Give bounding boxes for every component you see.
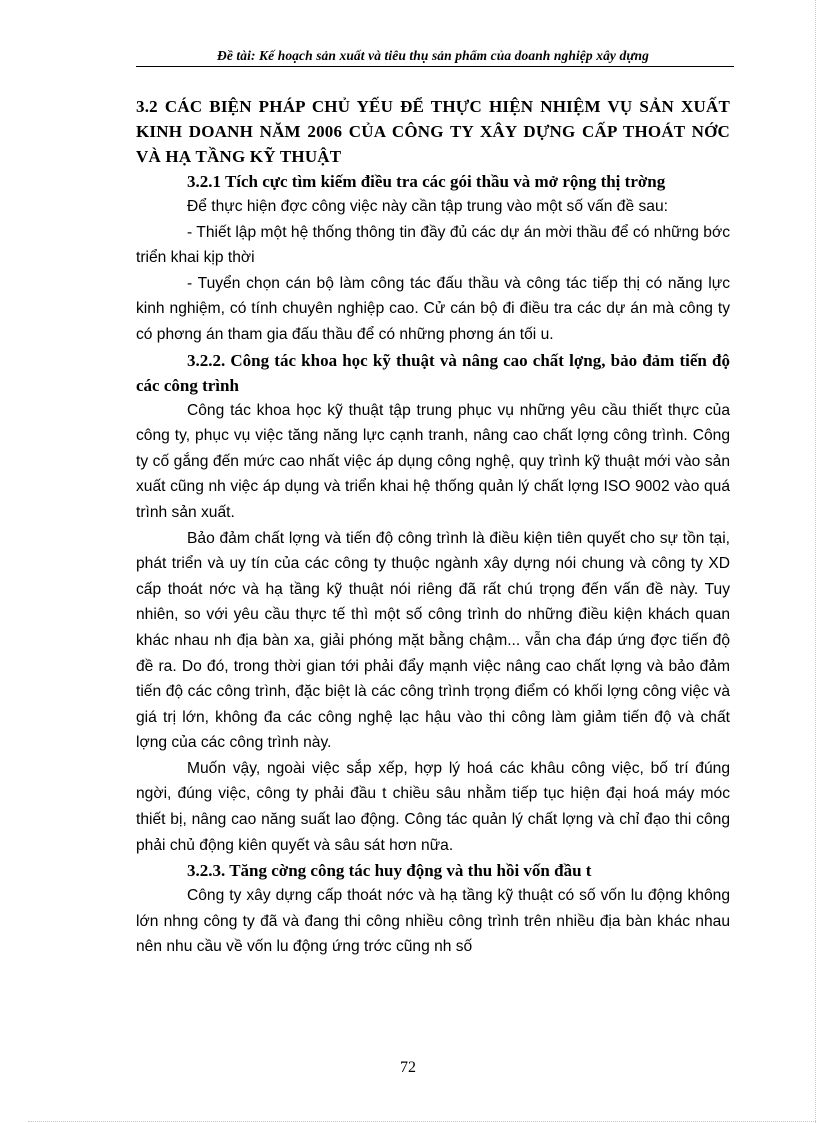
subsection-heading-3-2-1: 3.2.1 Tích cực tìm kiếm điều tra các gói thầu và mở rộng thị trờng <box>187 172 666 191</box>
paragraph: - Tuyển chọn cán bộ làm công tác đấu thầu và công tác tiếp thị có năng lực kinh nghiệm, có tính chuyên nghiệp cao. Cử cán bộ đi điều tra các dự án mà công ty có phơng án tham gia đấu thầu để có những phơng án tối u. <box>136 274 730 343</box>
paragraph: - Thiết lập một hệ thống thông tin đầy đủ các dự án mời thầu để có những bớc triển khai kịp thời <box>136 223 730 267</box>
paragraph: Bảo đảm chất lợng và tiến độ công trình là điều kiện tiên quyết cho sự tồn tại, phát triển và uy tín của các công ty thuộc ngành xây dựng nói chung và công ty XD cấp thoát nớc và hạ tầng kỹ thuật nói riêng đã rất chú trọng đến vấn đề này. Tuy nhiên, so với yêu cầu thực tế thì một số công trình do những điều kiện khách quan khác nhau nh địa bàn xa, giải phóng mặt bằng chậm... vẫn cha đáp ứng đợc tiến độ đề ra. Do đó, trong thời gian tới phải đẩy mạnh việc nâng cao chất lợng và bảo đảm tiến độ các công trình, đặc biệt là các công trình trọng điểm có khối lợng công việc và giá trị lớn, không đa các công nghệ lạc hậu vào thi công làm giảm tiến độ và chất lợng của các công trình này. <box>136 529 730 752</box>
subsection-heading-3-2-3: 3.2.3. Tăng cờng công tác huy động và thu hồi vốn đầu t <box>187 861 592 881</box>
section-title: 3.2 CÁC BIỆN PHÁP CHỦ YẾU ĐỂ THỰC HIỆN NHIỆM VỤ SẢN XUẤT KINH DOANH NĂM 2006 CỦA CÔNG TY XÂY DỰNG CẤP THOÁT NỚC VÀ HẠ TẦNG KỸ THUẬT <box>136 97 730 166</box>
running-header: Đề tài: Kế hoạch sản xuất và tiêu thụ sản phẩm của doanh nghiệp xây dựng <box>217 48 649 63</box>
page-edge-rule <box>28 1121 816 1122</box>
subsection-heading-3-2-2: 3.2.2. Công tác khoa học kỹ thuật và nâng cao chất lợng, bảo đảm tiến độ các công trình <box>136 350 730 395</box>
header-rule <box>136 66 734 67</box>
paragraph: Công tác khoa học kỹ thuật tập trung phục vụ những yêu cầu thiết thực của công ty, phục vụ việc tăng năng lực cạnh tranh, nâng cao chất lợng công trình. Công ty cố gắng đến mức cao nhất việc áp dụng công nghệ, quy trình kỹ thuật mới vào sản xuất cũng nh việc áp dụng và triển khai hệ thống quản lý chất lợng ISO 9002 vào quá trình sản xuất. <box>136 401 730 521</box>
paragraph: Để thực hiện đợc công việc này cần tập trung vào một số vấn đề sau: <box>187 198 668 215</box>
page-number: 72 <box>400 1059 416 1076</box>
paragraph: Muốn vậy, ngoài việc sắp xếp, hợp lý hoá các khâu công việc, bố trí đúng ngời, đúng việc, công ty phải đầu t chiều sâu nhằm tiếp tục hiện đại hoá máy móc thiết bị, nâng cao năng suất lao động. Công tác quản lý chất lợng và chỉ đạo thi công phải chủ động kiên quyết và sâu sát hơn nữa. <box>136 759 730 854</box>
page-content <box>136 94 730 960</box>
paragraph: Công ty xây dựng cấp thoát nớc và hạ tầng kỹ thuật có số vốn lu động không lớn nhng công ty đã và đang thi công nhiều công trình trên nhiều địa bàn khác nhau nên nhu cầu về vốn lu động ứng trớc cũng nh số <box>136 887 730 956</box>
